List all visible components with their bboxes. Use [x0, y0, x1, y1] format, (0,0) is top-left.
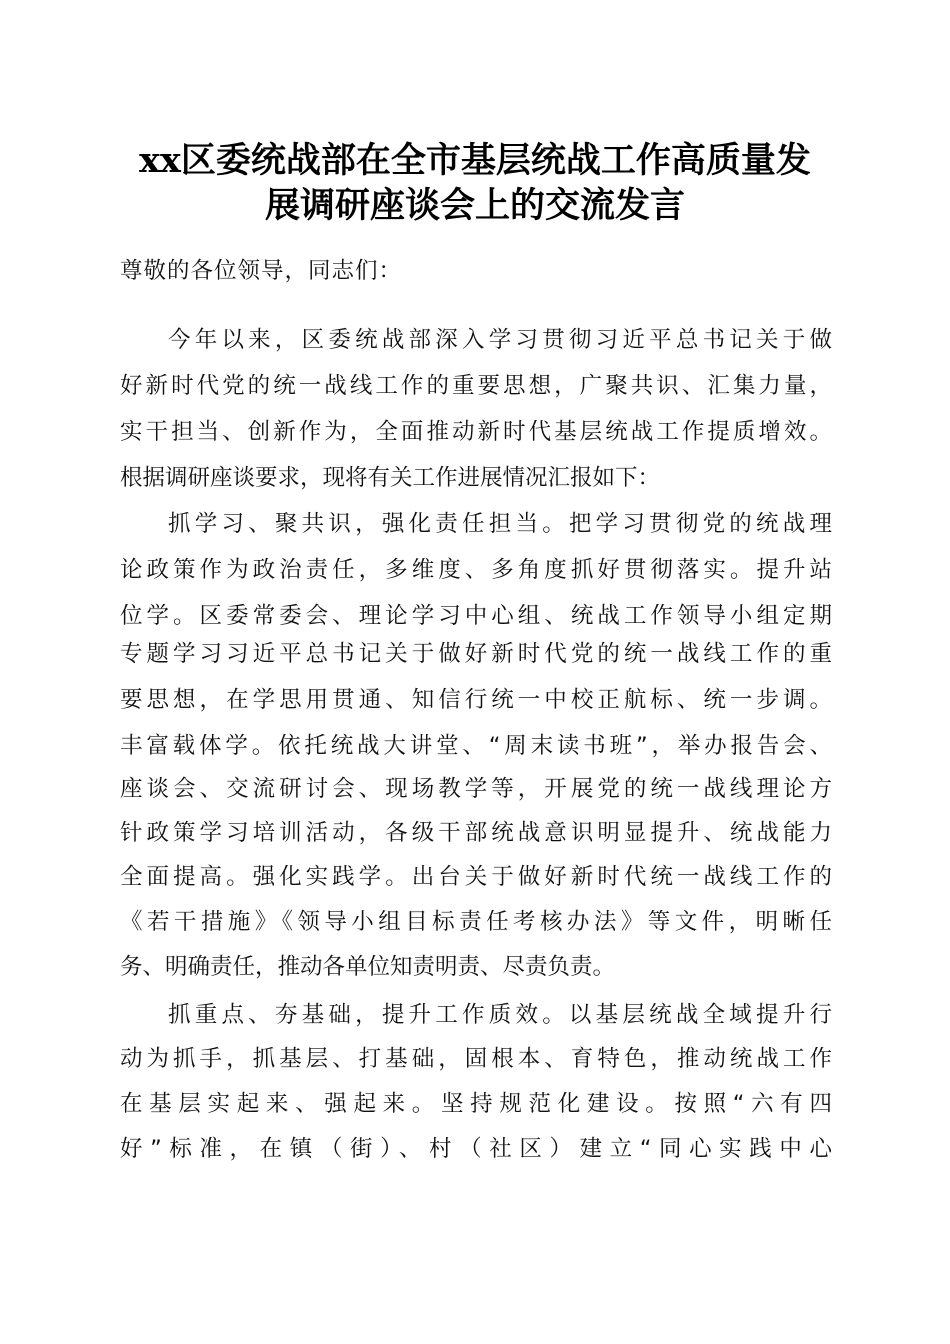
paragraph-2-line: 位学。区委常委会、理论学习中心组、统战工作领导小组定期 — [120, 603, 832, 629]
paragraph-1-line: 根据调研座谈要求，现将有关工作进展情况汇报如下： — [120, 465, 661, 491]
paragraph-3-line: 动为抓手，抓基层、打基础，固根本、育特色，推动统战工作 — [120, 1046, 832, 1072]
paragraph-1-line: 好新时代党的统一战线工作的重要思想，广聚共识、汇集力量， — [120, 373, 832, 399]
paragraph-2-line: 《若干措施》《领导小组目标责任考核办法》等文件，明晰任 — [120, 909, 832, 935]
document-title-line-1: xx区委统战部在全市基层统战工作高质量发 — [139, 140, 811, 181]
document-title-line-2: 展调研座谈会上的交流发言 — [264, 185, 685, 226]
paragraph-3-line: 抓重点、夯基础，提升工作质效。以基层统战全域提升行 — [168, 1002, 832, 1028]
paragraph-2-line: 论政策作为政治责任，多维度、多角度抓好贯彻落实。提升站 — [120, 557, 832, 583]
paragraph-2-line: 座谈会、交流研讨会、现场教学等，开展党的统一战线理论方 — [120, 776, 832, 802]
paragraph-3-line: 好”标准，在镇（街）、村（社区）建立“同心实践中心 — [120, 1136, 832, 1162]
paragraph-2-line: 务、明确责任，推动各单位知责明责、尽责负责。 — [120, 954, 616, 980]
paragraph-2-line: 针政策学习培训活动，各级干部统战意识明显提升、统战能力 — [120, 820, 832, 846]
greeting: 尊敬的各位领导，同志们： — [120, 258, 403, 284]
paragraph-2-line: 抓学习、聚共识，强化责任担当。把学习贯彻党的统战理 — [168, 511, 832, 537]
paragraph-2-line: 丰富载体学。依托统战大讲堂、“周末读书班”，举办报告会、 — [120, 733, 832, 759]
paragraph-1-line: 实干担当、创新作为，全面推动新时代基层统战工作提质增效。 — [120, 419, 832, 445]
paragraph-2-line: 要思想，在学思用贯通、知信行统一中校正航标、统一步调。 — [120, 687, 832, 713]
paragraph-2-line: 专题学习习近平总书记关于做好新时代党的统一战线工作的重 — [120, 641, 832, 667]
paragraph-2-line: 全面提高。强化实践学。出台关于做好新时代统一战线工作的 — [120, 864, 832, 890]
paragraph-3-line: 在基层实起来、强起来。坚持规范化建设。按照“六有四 — [120, 1091, 832, 1117]
paragraph-1-line: 今年以来，区委统战部深入学习贯彻习近平总书记关于做 — [168, 327, 832, 353]
